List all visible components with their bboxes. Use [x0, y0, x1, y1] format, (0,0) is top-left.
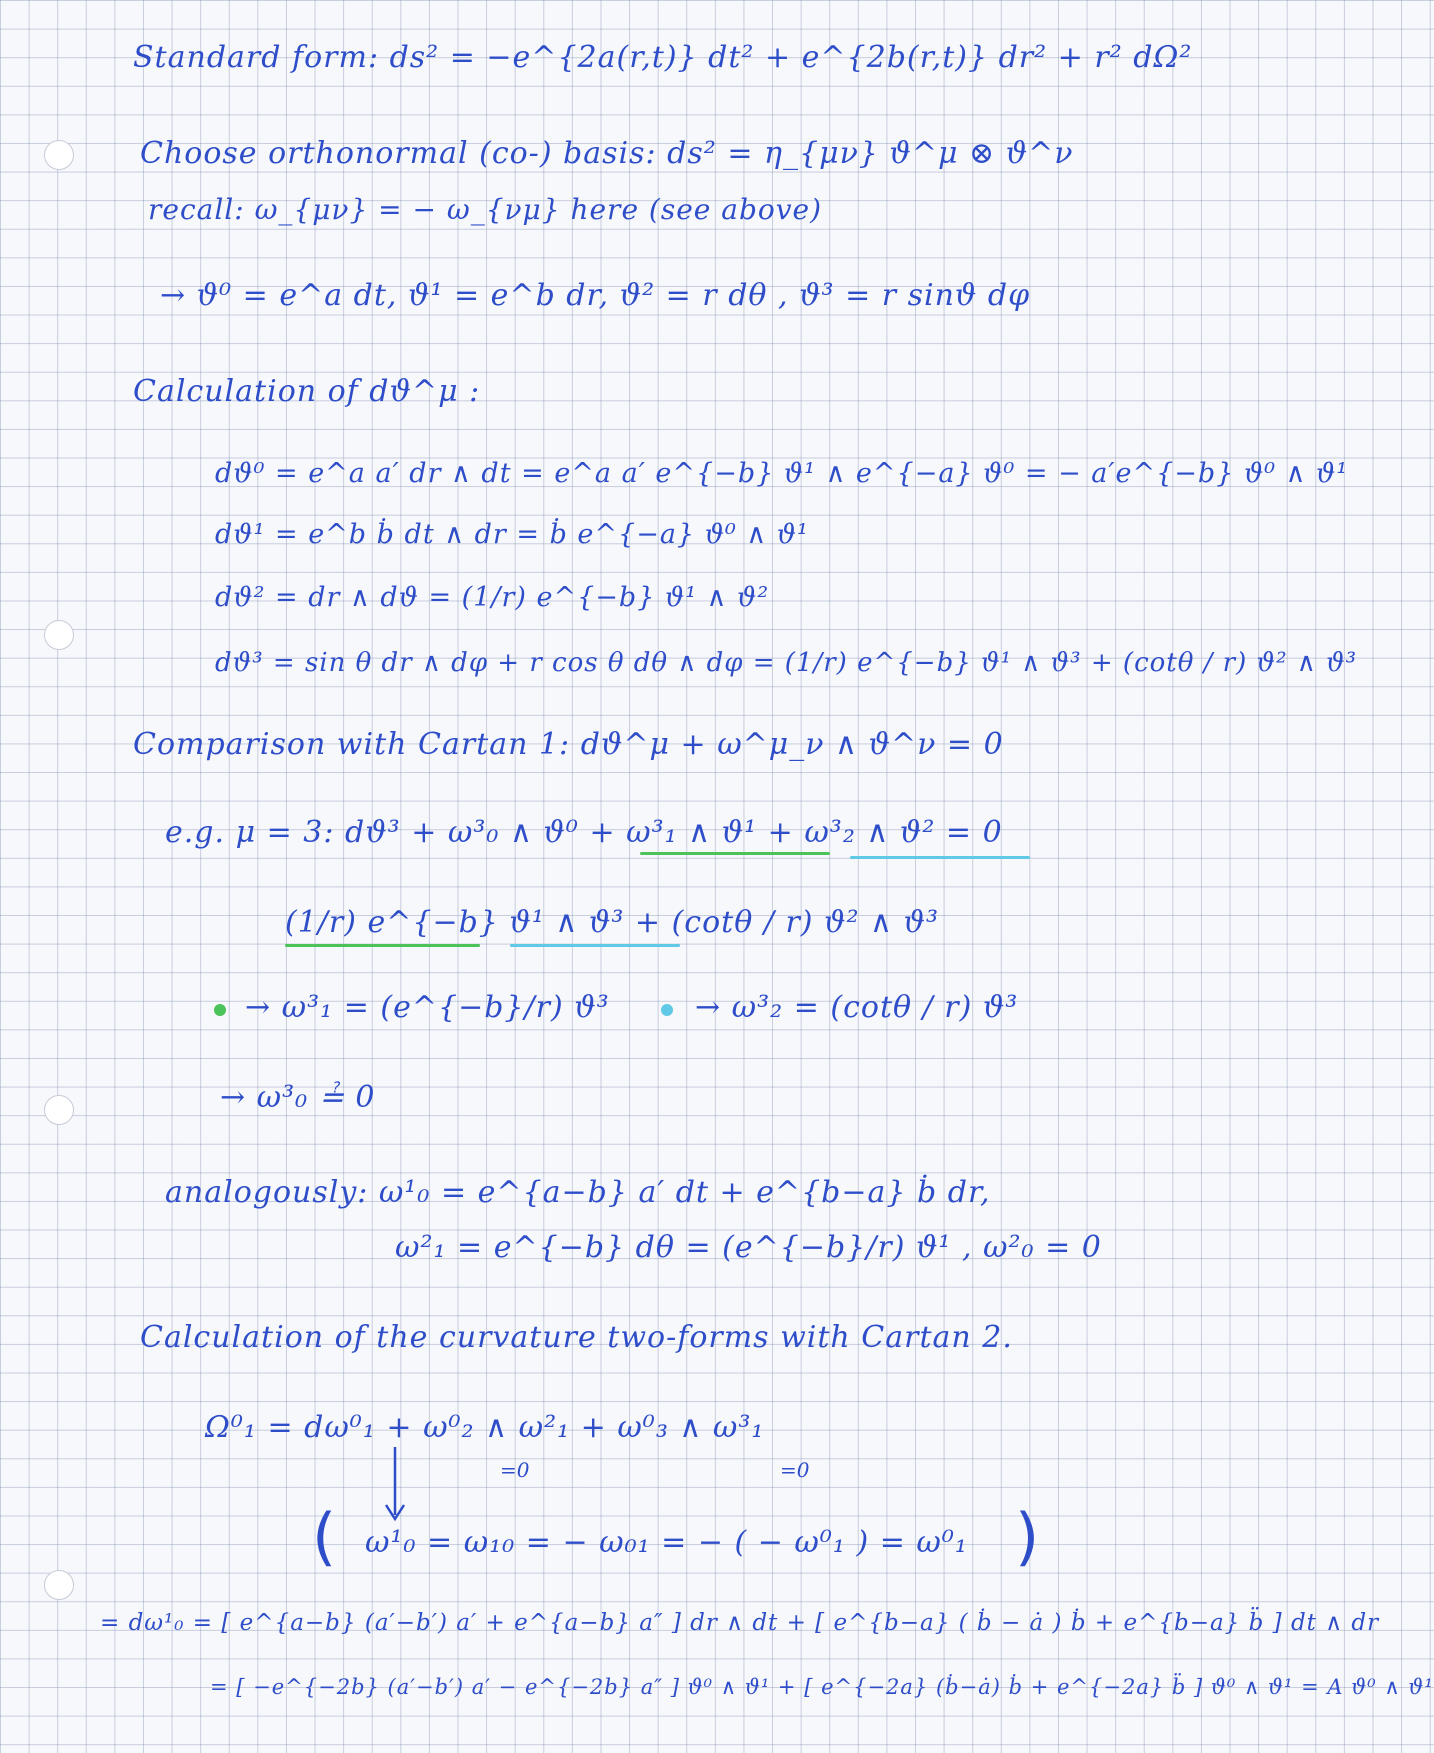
binder-hole-3 — [44, 1095, 74, 1125]
binder-hole-1 — [44, 140, 74, 170]
basis-definition-line: → ϑ⁰ = e^a dt, ϑ¹ = e^b dr, ϑ² = r dθ , ϑ³ = r sinϑ dφ — [160, 278, 1031, 313]
cyan-underline-omega32 — [850, 856, 1030, 859]
cartan1-heading: Comparison with Cartan 1: dϑ^μ + ω^μ_ν ∧ ϑ^ν = 0 — [133, 727, 1004, 762]
binder-hole-4 — [44, 1570, 74, 1600]
d-theta1-equation: dϑ¹ = e^b ḃ dt ∧ dr = ḃ e^{−a} ϑ⁰ ∧ ϑ¹ — [215, 519, 809, 550]
curvature-omega01-equation: Ω⁰₁ = dω⁰₁ + ω⁰₂ ∧ ω²₁ + ω⁰₃ ∧ ω³₁ — [205, 1410, 765, 1445]
green-bullet — [214, 1004, 226, 1016]
analogously-line-2: ω²₁ = e^{−b} dθ = (e^{−b}/r) ϑ¹ , ω²₀ = 0 — [395, 1230, 1102, 1265]
omega31-result: → ω³₁ = (e^{−b}/r) ϑ³ — [245, 990, 610, 1025]
close-paren: ) — [1015, 1500, 1040, 1573]
recall-line: recall: ω_{μν} = − ω_{νμ} here (see above) — [148, 193, 823, 226]
identity-line: ω¹₀ = ω₁₀ = − ω₀₁ = − ( − ω⁰₁ ) = ω⁰₁ — [365, 1525, 968, 1560]
calculation-heading: Calculation of dϑ^μ : — [133, 374, 481, 409]
example-mu3-equation: e.g. μ = 3: dϑ³ + ω³₀ ∧ ϑ⁰ + ω³₁ ∧ ϑ¹ + ω³₂ ∧ ϑ² = 0 — [165, 815, 1003, 850]
arrow-down-icon — [380, 1445, 410, 1525]
zero-annotation-1: =0 — [500, 1458, 530, 1482]
cyan-bullet — [661, 1004, 673, 1016]
green-underline-omega31 — [640, 852, 830, 855]
example-terms-line: (1/r) e^{−b} ϑ¹ ∧ ϑ³ + (cotθ / r) ϑ² ∧ ϑ³ — [285, 905, 940, 940]
zero-annotation-2: =0 — [780, 1458, 810, 1482]
omega30-result: → ω³₀ ≟ 0 — [220, 1080, 376, 1115]
curvature-heading: Calculation of the curvature two-forms with Cartan 2. — [140, 1320, 1013, 1355]
cyan-underline-term2 — [510, 944, 680, 947]
choose-basis-line: Choose orthonormal (co-) basis: ds² = η_{μν} ϑ^μ ⊗ ϑ^ν — [140, 136, 1074, 171]
omega32-result: → ω³₂ = (cotθ / r) ϑ³ — [695, 990, 1019, 1025]
d-theta2-equation: dϑ² = dr ∧ dϑ = (1/r) e^{−b} ϑ¹ ∧ ϑ² — [215, 582, 770, 613]
analogously-line-1: analogously: ω¹₀ = e^{a−b} a′ dt + e^{b−a} ḃ dr, — [165, 1175, 991, 1210]
d-theta0-equation: dϑ⁰ = e^a a′ dr ∧ dt = e^a a′ e^{−b} ϑ¹ ∧ e^{−a} ϑ⁰ = − a′e^{−b} ϑ⁰ ∧ ϑ¹ — [215, 458, 1349, 489]
open-paren: ( — [312, 1500, 337, 1573]
dw10-expansion: = dω¹₀ = [ e^{a−b} (a′−b′) a′ + e^{a−b} a″ ] dr ∧ dt + [ e^{b−a} ( ḃ − ȧ ) ḃ + e^{b−a} b̈ ] dt ∧ dr — [100, 1610, 1380, 1636]
d-theta3-equation: dϑ³ = sin θ dr ∧ dφ + r cos θ dθ ∧ dφ = (1/r) e^{−b} ϑ¹ ∧ ϑ³ + (cotθ / r) ϑ² ∧ ϑ³ — [215, 648, 1358, 678]
final-expression: = [ −e^{−2b} (a′−b′) a′ − e^{−2b} a″ ] ϑ⁰ ∧ ϑ¹ + [ e^{−2a} (ḃ−ȧ) ḃ + e^{−2a} b̈ ] ϑ⁰ ∧ ϑ¹ = A ϑ⁰ ∧ ϑ¹ — [210, 1675, 1434, 1699]
binder-hole-2 — [44, 620, 74, 650]
standard-form-line: Standard form: ds² = −e^{2a(r,t)} dt² + e^{2b(r,t)} dr² + r² dΩ² — [133, 40, 1193, 75]
green-underline-term1 — [285, 944, 480, 947]
